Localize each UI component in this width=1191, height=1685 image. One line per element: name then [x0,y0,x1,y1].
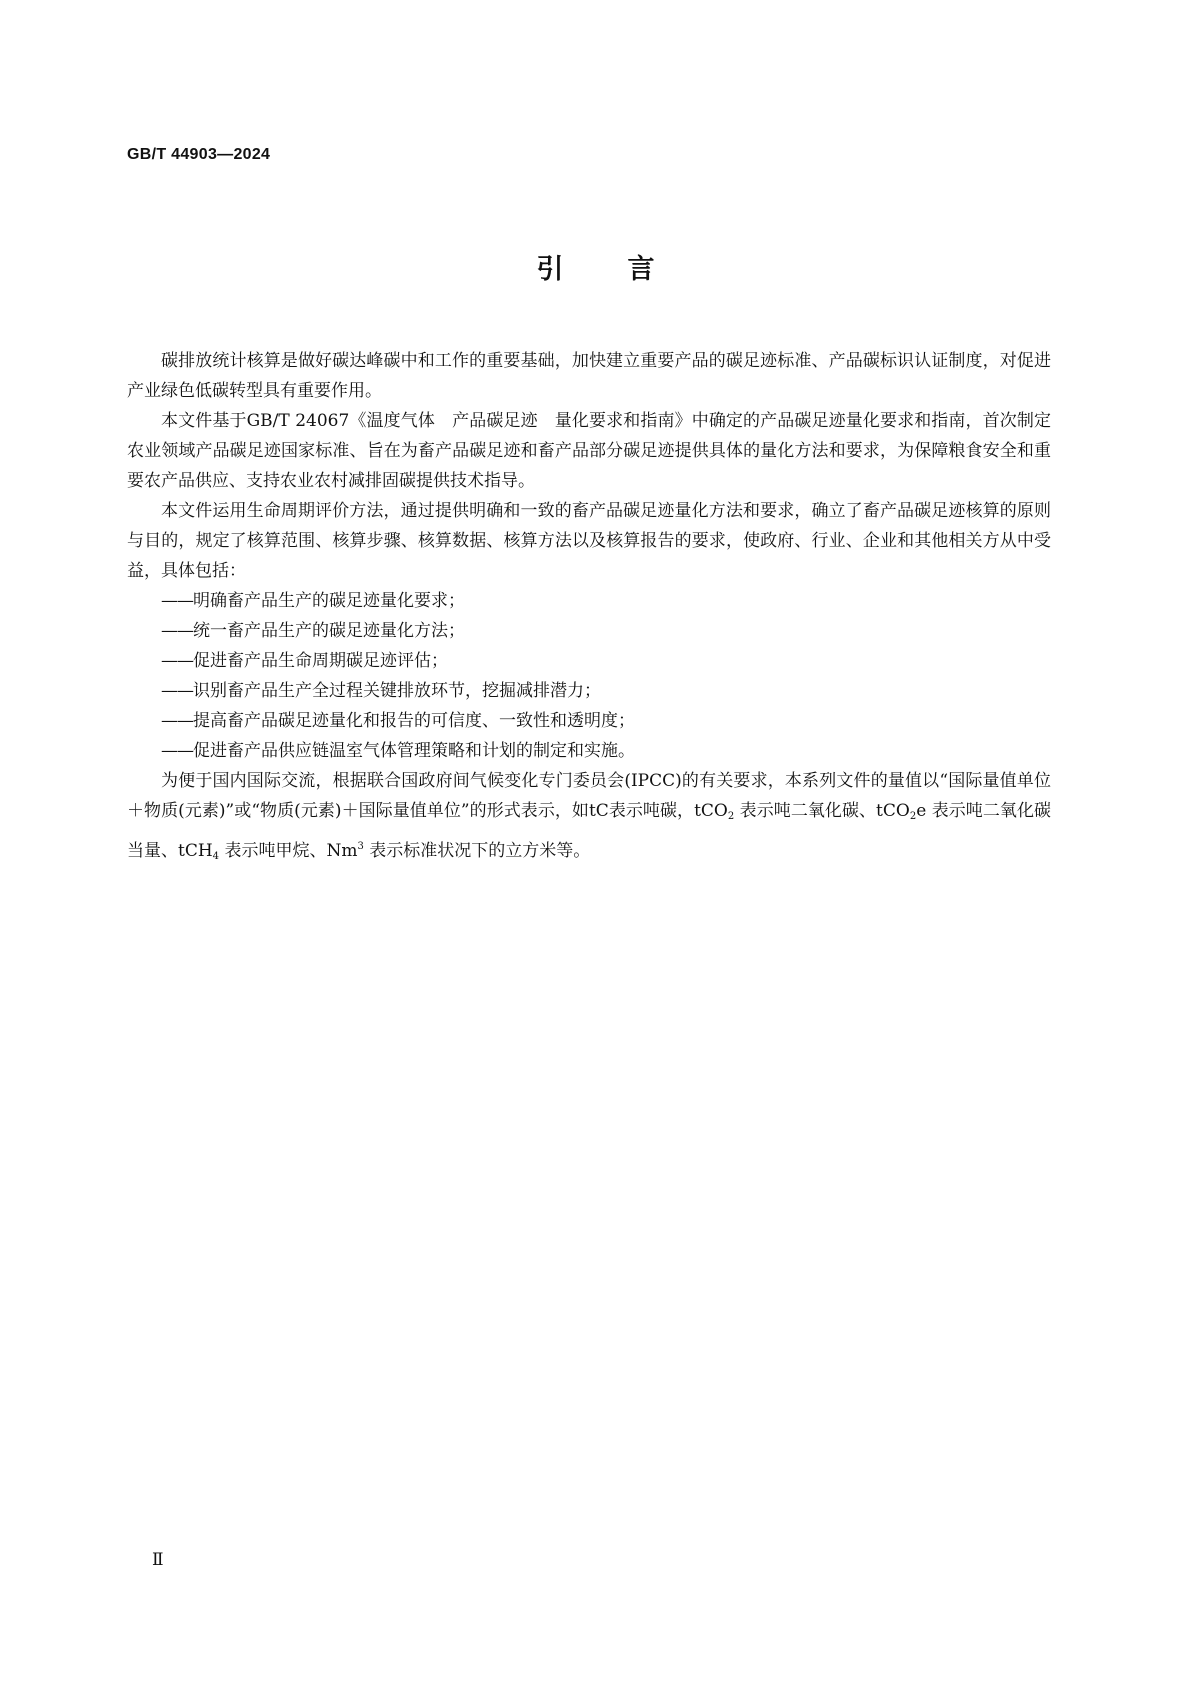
body-text [127,346,1051,872]
paragraph-3: 本文件运用生命周期评价方法，通过提供明确和一致的畜产品碳足迹量化方法和要求，确立了畜产品碳足迹核算的原则与目的，规定了核算范围、核算步骤、核算数据、核算方法以及核算报告的要求，使政府、行业、企业和其他相关方从中受益，具体包括： [127,501,1051,581]
list-dash: —— [161,651,193,671]
standard-code: GB/T 44903—2024 [127,146,271,163]
list-item [127,586,1051,616]
list-item [127,736,1051,766]
subscript: 2 [909,811,917,822]
unit-nm3: Nm [326,841,358,861]
list-dash: —— [161,681,193,701]
list-item-text: 促进畜产品生命周期碳足迹评估； [193,651,448,671]
list-item-text: 促进畜产品供应链温室气体管理策略和计划的制定和实施。 [193,741,635,761]
paragraph-4-text: 表示吨二氧化碳当量、 [127,801,1051,861]
paragraph-4-text: 为便于国内国际交流，根据联合国政府间气候变化专门委员会(IPCC)的有关要求，本系列文件的量值以“国际量值单位＋物质(元素)”或“物质(元素)＋国际量值单位”的形式表示，如tC表示吨碳， [127,771,1051,821]
list-dash: —— [161,741,193,761]
list-item-text: 提高畜产品碳足迹量化和报告的可信度、一致性和透明度； [193,711,635,731]
page-number: Ⅱ [152,1550,164,1570]
list-item-text: 统一畜产品生产的碳足迹量化方法； [193,621,465,641]
paragraph-2: 本文件基于GB/T 24067《温度气体 产品碳足迹 量化要求和指南》中确定的产品碳足迹量化要求和指南，首次制定农业领域产品碳足迹国家标准、旨在为畜产品碳足迹和畜产品部分碳足迹提供具体的量化方法和要求，为保障粮食安全和重要农产品供应、支持农业农村减排固碳提供技术指导。 [127,411,1051,491]
subscript: 4 [212,851,220,862]
paragraph-1: 碳排放统计核算是做好碳达峰碳中和工作的重要基础，加快建立重要产品的碳足迹标准、产品碳标识认证制度，对促进产业绿色低碳转型具有重要作用。 [127,351,1051,401]
paragraph-4-text: 表示吨甲烷、 [219,841,327,861]
unit-tco2e-suffix: e [916,801,927,821]
paragraph-4-text: 表示标准状况下的立方米等。 [363,841,591,861]
list-dash: —— [161,591,193,611]
unit-tco2e: tCO [876,801,910,821]
list-item [127,646,1051,676]
list-dash: —— [161,621,193,641]
subscript: 2 [727,811,735,822]
benefit-list [127,586,1051,766]
list-item [127,676,1051,706]
list-item-text: 明确畜产品生产的碳足迹量化要求； [193,591,465,611]
unit-tco2: tCO [694,801,728,821]
list-dash: —— [161,711,193,731]
list-item [127,616,1051,646]
paragraph-4 [127,766,1051,872]
unit-tch4: tCH [178,841,213,861]
page-title: 引言 [536,254,719,285]
superscript: 3 [357,841,364,852]
list-item-text: 识别畜产品生产全过程关键排放环节，挖掘减排潜力； [193,681,601,701]
list-item [127,706,1051,736]
paragraph-4-text: 表示吨二氧化碳、 [734,801,877,821]
